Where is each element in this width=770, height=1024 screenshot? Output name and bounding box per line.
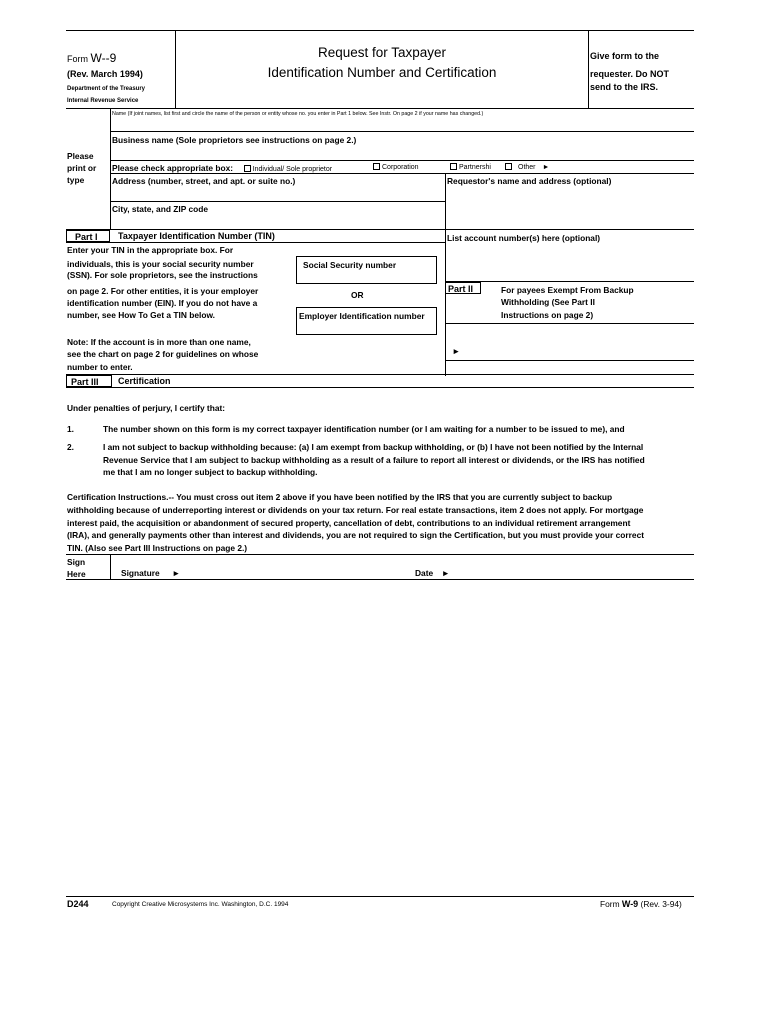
header-divider-right <box>588 30 589 108</box>
part2-line: Instructions on page 2) <box>501 310 594 320</box>
cert-instructions-line: TIN. (Also see Part III Instructions on page 2.) <box>67 543 248 553</box>
business-name-label: Business name (Sole proprietors see instructions on page 2.) <box>112 135 357 145</box>
rule-part1-title-bottom <box>66 242 445 243</box>
item2-number: 2. <box>67 442 74 452</box>
ssn-box[interactable] <box>296 256 437 284</box>
certification-intro: Under penalties of perjury, I certify that: <box>67 403 226 413</box>
address-label: Address (number, street, and apt. or suite no.) <box>112 176 296 186</box>
item2-line: Revenue Service that I am subject to backup withholding as a result of a failure to report all interest or dividends, or the IRS has notified <box>103 455 645 465</box>
signature-input[interactable] <box>190 557 400 578</box>
part2-label: Part II <box>445 282 481 294</box>
tin-instruction-line: individuals, this is your social security number <box>67 259 254 269</box>
rule-address-bottom <box>110 201 445 202</box>
sign-divider <box>110 554 111 579</box>
arrow-icon: ► <box>441 568 450 578</box>
cert-instructions-line: withholding because of underreporting interest or dividends on your tax return. For real estate transactions, item 2 does not apply. For mortgage <box>67 505 644 515</box>
ssn-label: Social Security number <box>303 260 397 270</box>
check-box-label: Please check appropriate box: <box>112 163 234 173</box>
note-line: see the chart on page 2 for guidelines on whose <box>67 349 259 359</box>
tin-instruction-line: (SSN). For sole proprietors, see the instructions <box>67 270 258 280</box>
requestor-input[interactable] <box>446 187 694 227</box>
corporation-option: Corporation <box>373 163 419 171</box>
business-name-input[interactable] <box>111 146 694 158</box>
partnership-option: Partnershi <box>450 163 491 171</box>
note-line: Note: If the account is in more than one name, <box>67 337 251 347</box>
ein-label: Employer Identification number <box>299 311 425 321</box>
tin-instruction-line: number, see How To Get a TIN below. <box>67 310 215 320</box>
give-form-line1: Give form to the <box>590 51 660 61</box>
part2-line: For payees Exempt From Backup <box>501 285 634 295</box>
revision-date: (Rev. March 1994) <box>67 69 143 79</box>
form-title-line1: Request for Taxpayer <box>317 45 447 60</box>
please-print-line1: Please <box>67 151 94 161</box>
rule-part3-title-bottom <box>66 387 694 388</box>
city-state-zip-label: City, state, and ZIP code <box>112 204 209 214</box>
part3-title: Certification <box>118 376 171 386</box>
note-line: number to enter. <box>67 362 133 372</box>
other-option: Other ► <box>505 163 549 171</box>
city-state-zip-input[interactable] <box>111 215 444 229</box>
signature-label: Signature ► <box>121 568 181 578</box>
please-print-line2: print or <box>67 163 97 173</box>
checkbox-other[interactable] <box>505 163 512 170</box>
arrow-icon: ► <box>171 568 181 578</box>
rule-part2-top <box>445 281 694 282</box>
rule-part1-top <box>66 229 694 230</box>
or-separator: OR <box>351 290 364 300</box>
checkbox-partnership[interactable] <box>450 163 457 170</box>
checkbox-individual[interactable] <box>244 165 251 172</box>
rule-header-bottom <box>66 108 694 109</box>
rule-part3-top <box>66 374 694 375</box>
cert-instructions-line: Certification Instructions.-- You must cross out item 2 above if you have been notified by the IRS that you are currently subject to backup <box>67 492 613 502</box>
sign-label-line2: Here <box>67 569 86 579</box>
ein-box[interactable] <box>296 307 437 335</box>
arrow-icon: ► <box>542 164 550 171</box>
sign-label-line1: Sign <box>67 557 86 567</box>
form-title-line2: Identification Number and Certification <box>267 65 497 80</box>
address-input[interactable] <box>111 187 444 201</box>
part1-label: Part I <box>66 230 110 242</box>
department-label: Department of the Treasury <box>67 86 146 92</box>
rule-name-bottom <box>110 131 694 132</box>
date-input[interactable] <box>460 557 694 578</box>
date-label: Date ► <box>415 568 450 578</box>
footer-rule <box>66 896 694 897</box>
checkbox-corporation[interactable] <box>373 163 380 170</box>
item2-line: me that I am no longer subject to backup withholding. <box>103 467 318 477</box>
rule-sign-top <box>66 554 694 555</box>
give-form-line2: requester. Do NOT <box>590 69 670 79</box>
part3-label: Part III <box>66 375 112 387</box>
form-label: Form W--9 <box>67 51 117 65</box>
tin-instruction-line: on page 2. For other entities, it is your employer <box>67 286 259 296</box>
item1-text: The number shown on this form is my correct taxpayer identification number (or I am waiting for a number to be issued to me), and <box>103 424 625 434</box>
irs-label: Internal Revenue Service <box>67 98 139 104</box>
please-print-line3: type <box>67 175 85 185</box>
footer-form-label: Form W-9 (Rev. 3-94) <box>600 899 682 909</box>
give-form-line3: send to the IRS. <box>590 82 659 92</box>
rule-business-bottom <box>110 160 694 161</box>
footer-copyright: Copyright Creative Microsystems Inc. Washington, D.C. 1994 <box>112 901 289 908</box>
part2-line: Withholding (See Part II <box>501 297 595 307</box>
cert-instructions-line: (IRA), and generally payments other than interest and dividends, you are not required to sign the Certification, but you must provide your correct <box>67 530 645 540</box>
requestor-label: Requestor's name and address (optional) <box>447 176 612 186</box>
arrow-icon: ► <box>452 346 461 356</box>
tin-instruction-line: identification number (EIN). If you do not have a <box>67 298 258 308</box>
cert-instructions-line: interest paid, the acquisition or abandonment of secured property, cancellation of debt, contributions to an individual retirement arrangement <box>67 518 631 528</box>
name-input[interactable] <box>111 119 694 130</box>
rule-part2-mid <box>445 323 694 324</box>
check-box-row: Please check appropriate box: Individual/ Sole proprietor <box>112 163 333 173</box>
footer-code: D244 <box>67 899 89 909</box>
tin-instruction-line: Enter your TIN in the appropriate box. For <box>67 245 234 255</box>
name-field-label: Name (If joint names, list first and circle the name of the person or entity whose no. you enter in Part 1 below. See Instr. On page 2 if your name has changed.) <box>112 111 484 117</box>
part1-title: Taxpayer Identification Number (TIN) <box>118 231 275 241</box>
account-number-input[interactable] <box>446 244 694 280</box>
rule-sign-bottom <box>66 579 694 580</box>
exempt-payee-input[interactable] <box>462 326 694 360</box>
item1-number: 1. <box>67 424 74 434</box>
rule-checkbox-bottom <box>110 173 694 174</box>
account-number-label: List account number(s) here (optional) <box>447 233 601 243</box>
rule-part2-bottom <box>445 360 694 361</box>
item2-line: I am not subject to backup withholding because: (a) I am exempt from backup withholding, or (b) I have not been notified by the Internal <box>103 442 644 452</box>
top-rule <box>66 30 694 31</box>
